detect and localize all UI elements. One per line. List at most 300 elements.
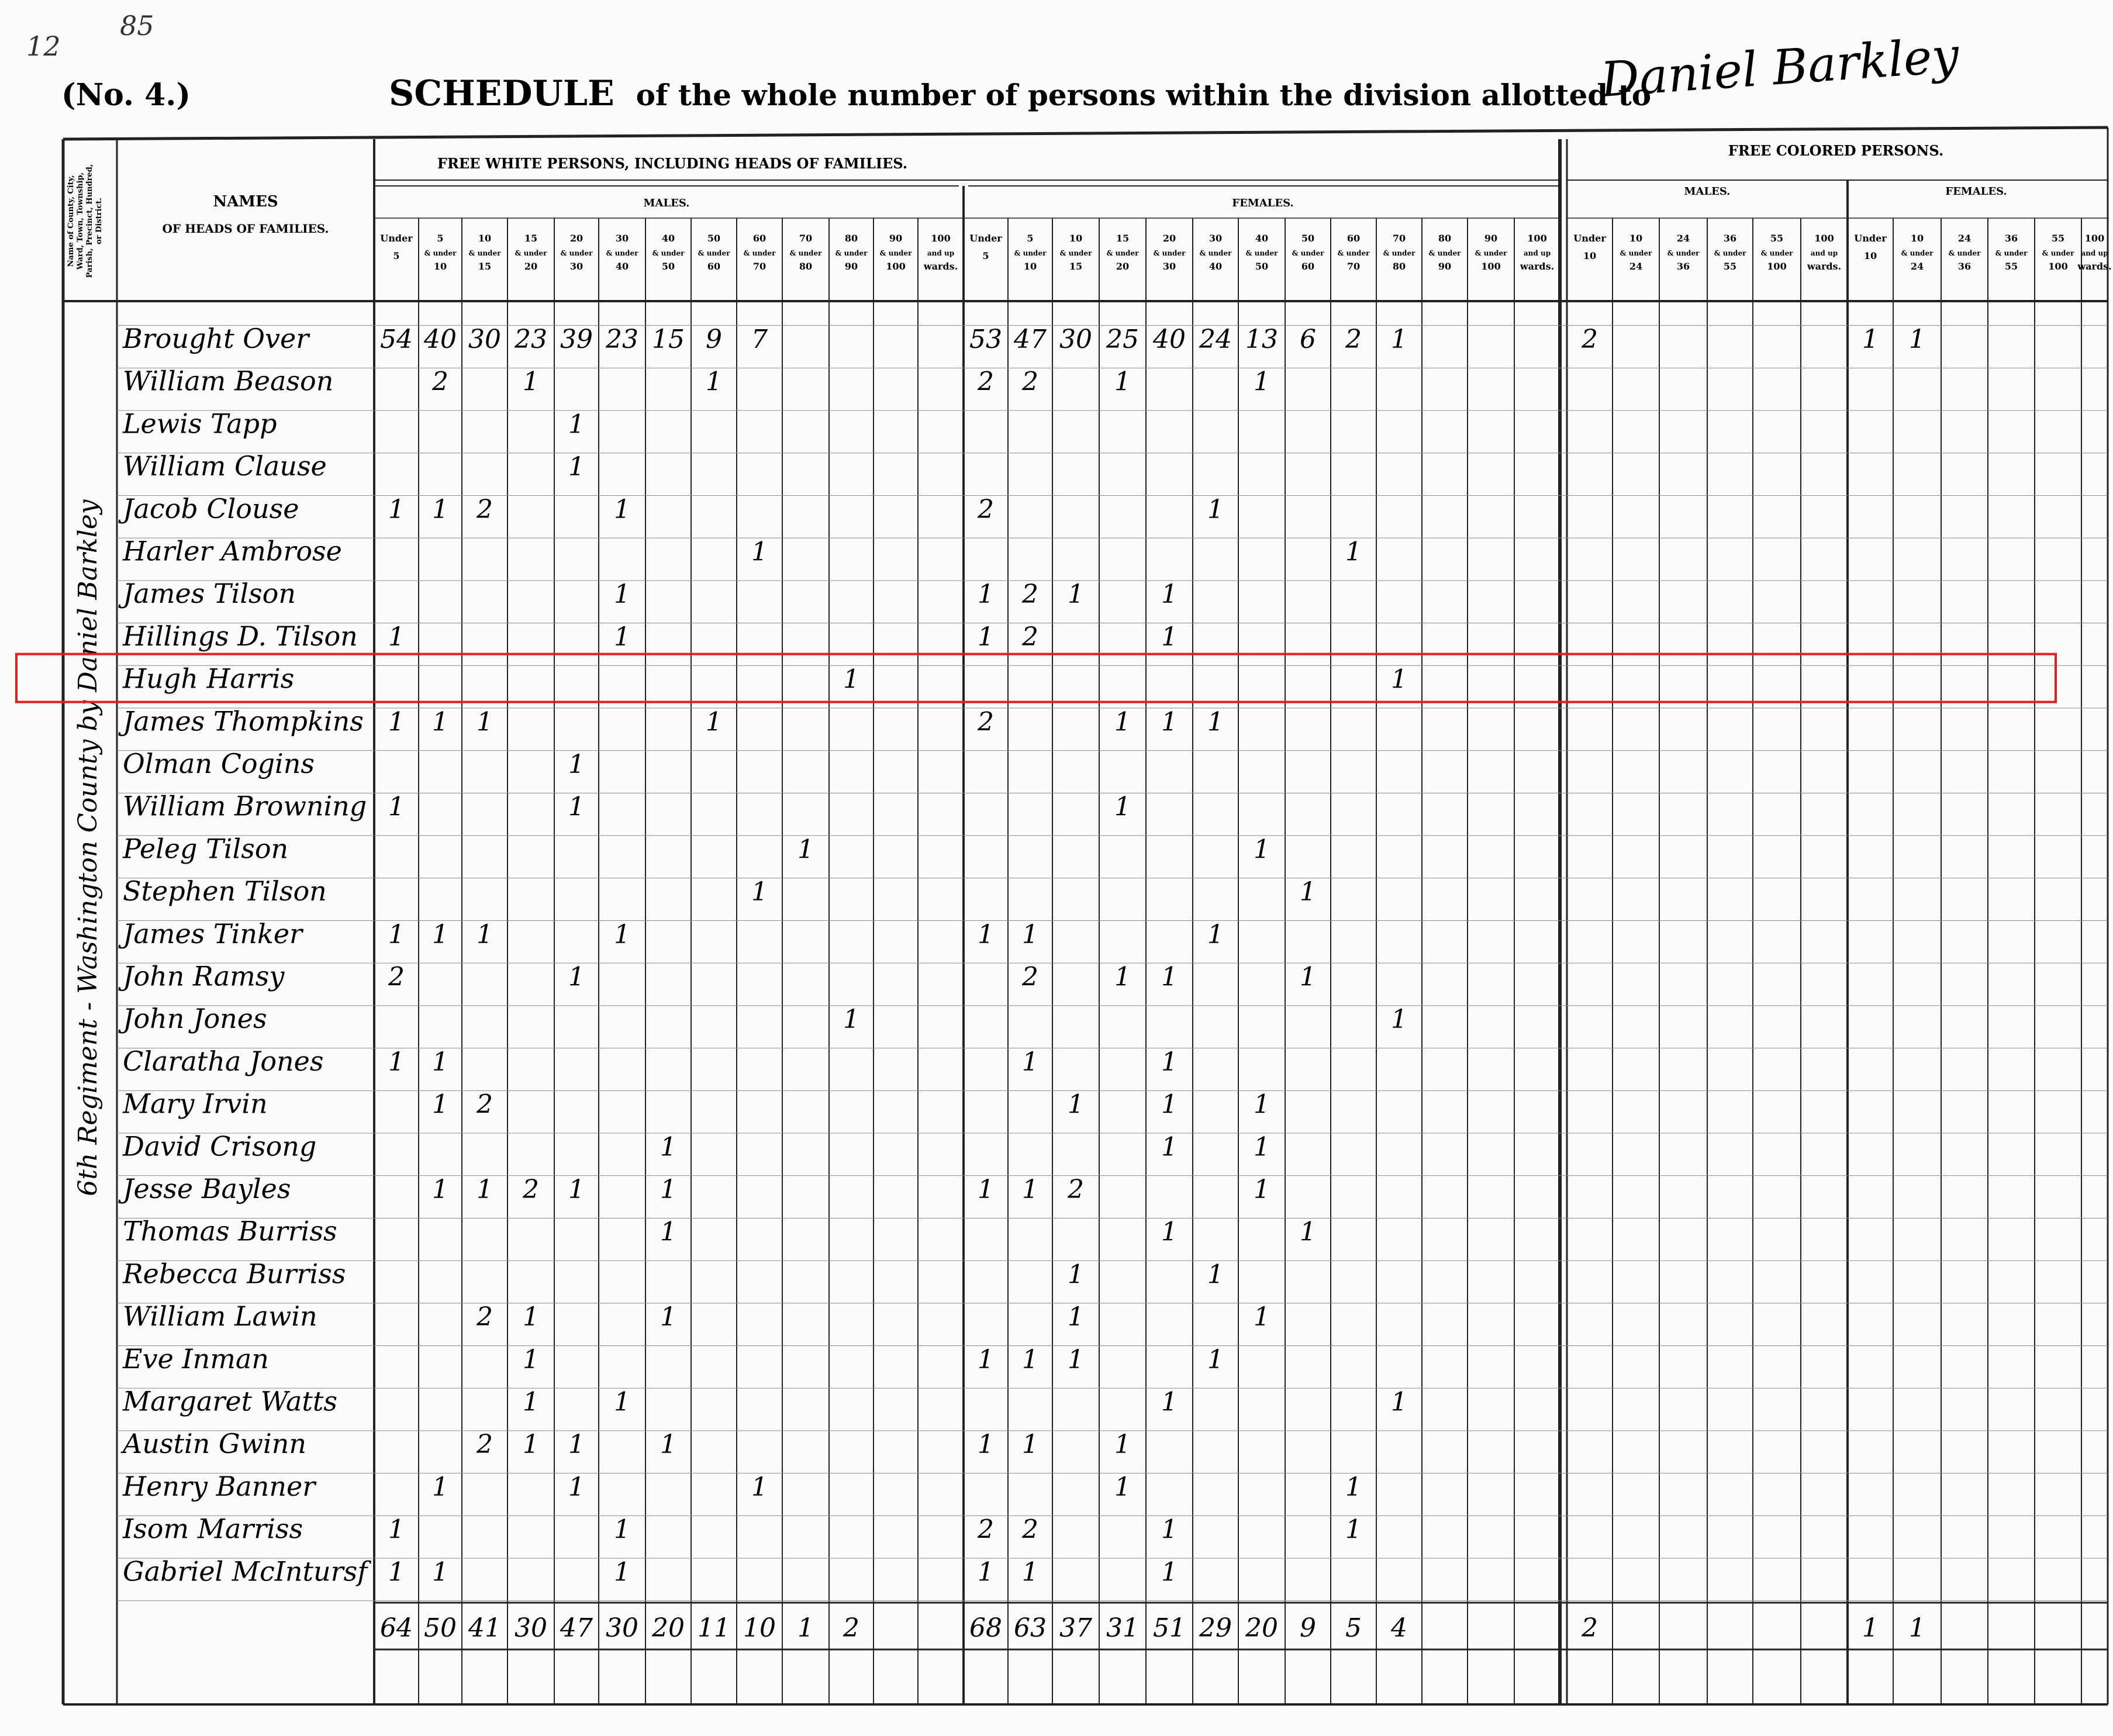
colored-female-age-label: 55 xyxy=(2004,261,2018,272)
colored-male-age-label: 10 xyxy=(1583,250,1597,261)
colored-male-age-label: Under xyxy=(1573,233,1606,244)
colored-males-heading: MALES. xyxy=(1684,185,1731,198)
table-row xyxy=(122,323,1925,354)
table-row xyxy=(123,1216,1316,1247)
white-female-age-label: & under xyxy=(1059,249,1092,257)
head-of-family-name: Austin Gwinn xyxy=(123,1428,306,1460)
head-of-family-name: Olman Cogins xyxy=(123,748,315,779)
white-female-count: 1 xyxy=(1254,834,1270,865)
white-female-count: 1 xyxy=(1207,707,1224,737)
colored-female-age-label: 24 xyxy=(1957,233,1972,244)
white-female-age-label: & under xyxy=(1153,249,1186,257)
white-male-count: 30 xyxy=(468,325,501,354)
white-female-age-label: 90 xyxy=(1484,233,1498,244)
white-male-age-label: 60 xyxy=(707,261,721,272)
white-male-total: 30 xyxy=(515,1613,547,1643)
white-female-total: 51 xyxy=(1153,1613,1186,1643)
table-row xyxy=(118,578,1178,609)
white-female-count: 1 xyxy=(1254,1089,1270,1120)
white-female-count: 1 xyxy=(1300,962,1316,992)
white-male-age-label: & under xyxy=(835,249,868,257)
white-male-total: 64 xyxy=(380,1613,413,1643)
white-female-age-label: 30 xyxy=(1162,261,1176,272)
white-male-total: 30 xyxy=(606,1613,638,1643)
white-male-count: 1 xyxy=(388,919,405,950)
white-male-age-label: & under xyxy=(743,249,776,257)
colored-female-total: 1 xyxy=(1909,1613,1925,1643)
white-female-count: 2 xyxy=(978,1514,994,1545)
white-males-heading: MALES. xyxy=(643,197,690,209)
white-male-count: 1 xyxy=(751,537,768,567)
table-row xyxy=(118,1003,1407,1034)
white-female-total: 5 xyxy=(1345,1613,1362,1643)
white-male-count: 1 xyxy=(568,792,585,822)
white-females-heading: FEMALES. xyxy=(1232,197,1294,209)
head-of-family-name: John Ramsy xyxy=(123,960,285,992)
table-row xyxy=(123,1300,1270,1332)
white-female-count: 1 xyxy=(1161,962,1178,992)
colored-male-age-label: & under xyxy=(1714,249,1746,257)
white-male-age-label: 80 xyxy=(799,261,813,272)
white-male-count: 1 xyxy=(797,834,814,865)
table-row xyxy=(122,620,1178,652)
place-column-label-line: or District. xyxy=(95,198,103,244)
white-male-count: 1 xyxy=(477,707,493,737)
white-male-age-label: 30 xyxy=(569,261,584,272)
colored-male-age-label: and up xyxy=(1810,249,1838,257)
white-male-count: 1 xyxy=(660,1217,676,1247)
colored-male-age-label: 55 xyxy=(1770,233,1784,244)
white-female-count: 2 xyxy=(1022,579,1038,610)
white-female-count: 1 xyxy=(978,1557,994,1587)
white-male-count: 1 xyxy=(843,1005,859,1035)
colored-male-age-label: 100 xyxy=(1767,261,1787,272)
head-of-family-name: Mary Irvin xyxy=(123,1088,268,1120)
white-male-total: 2 xyxy=(843,1613,859,1643)
white-female-age-label: 10 xyxy=(1023,261,1037,272)
colored-male-age-label: 100 xyxy=(1814,233,1834,244)
white-female-count: 1 xyxy=(1207,1344,1224,1375)
white-female-count: 2 xyxy=(1345,325,1362,354)
totals-row xyxy=(380,1613,1925,1643)
white-female-count: 1 xyxy=(1345,1514,1362,1545)
white-male-count: 2 xyxy=(477,1089,493,1120)
white-male-count: 2 xyxy=(523,1175,539,1204)
colored-female-age-label: 10 xyxy=(1863,250,1877,261)
head-of-family-name: Henry Banner xyxy=(123,1470,316,1502)
head-of-family-name: Thomas Burriss xyxy=(123,1215,337,1247)
colored-male-age-label: & under xyxy=(1760,249,1793,257)
white-male-count: 1 xyxy=(568,409,585,440)
white-male-count: 1 xyxy=(660,1302,676,1333)
white-male-age-label: wards. xyxy=(923,261,958,272)
head-of-family-name: Hugh Harris xyxy=(123,662,295,695)
white-male-count: 1 xyxy=(388,494,405,524)
white-female-count: 1 xyxy=(1114,707,1131,737)
white-male-age-label: & under xyxy=(468,249,501,257)
table-row xyxy=(123,1045,1178,1077)
table-row xyxy=(122,1343,1224,1375)
white-female-total: 4 xyxy=(1391,1613,1407,1643)
white-female-age-label: & under xyxy=(1292,249,1324,257)
white-female-age-label: 20 xyxy=(1162,233,1176,244)
white-female-count: 1 xyxy=(1114,367,1131,397)
white-male-count: 1 xyxy=(388,1047,405,1077)
white-female-count: 1 xyxy=(1161,579,1178,610)
white-female-count: 1 xyxy=(1068,579,1084,610)
white-male-age-label: 5 xyxy=(393,250,400,261)
head-of-family-name: Jacob Clouse xyxy=(123,492,299,524)
white-male-count: 2 xyxy=(477,1302,493,1333)
white-female-count: 1 xyxy=(1300,877,1316,907)
white-female-count: 1 xyxy=(1254,1175,1270,1204)
white-male-age-label: Under xyxy=(380,233,413,244)
white-male-count: 1 xyxy=(614,579,630,610)
white-female-age-label: 100 xyxy=(1527,233,1547,244)
head-of-family-name: Stephen Tilson xyxy=(123,875,327,907)
names-subheading: OF HEADS OF FAMILIES. xyxy=(162,222,329,236)
white-female-age-label: & under xyxy=(1014,249,1047,257)
schedule-rows xyxy=(118,323,1925,1587)
white-male-count: 1 xyxy=(388,792,405,822)
head-of-family-name: Brought Over xyxy=(123,323,309,354)
white-female-age-label: 40 xyxy=(1209,261,1223,272)
white-male-count: 1 xyxy=(568,962,585,992)
white-male-count: 2 xyxy=(388,962,405,992)
white-female-count: 1 xyxy=(1161,1557,1178,1587)
corner-note-right: 85 xyxy=(120,10,154,42)
white-male-count: 1 xyxy=(432,1089,448,1120)
place-column-label-line: Parish, Precinct, Hundred, xyxy=(85,164,94,278)
white-female-age-label: 90 xyxy=(1438,261,1452,272)
white-male-count: 1 xyxy=(660,1175,676,1204)
white-male-count: 1 xyxy=(388,622,405,652)
table-row xyxy=(122,833,1270,864)
white-male-count: 1 xyxy=(523,1344,539,1375)
white-female-count: 1 xyxy=(1391,1387,1407,1417)
white-female-count: 1 xyxy=(1391,325,1407,354)
white-female-age-label: 15 xyxy=(1116,233,1130,244)
schedule-number: (No. 4.) xyxy=(61,77,191,113)
white-female-count: 2 xyxy=(1022,622,1038,652)
table-row xyxy=(123,1555,1178,1587)
white-male-age-label: & under xyxy=(698,249,730,257)
colored-female-age-label: & under xyxy=(1995,249,2028,257)
head-of-family-name: David Crisong xyxy=(123,1130,317,1162)
enumerator-signature: Daniel Barkley xyxy=(1598,27,1961,108)
table-row xyxy=(123,791,1131,822)
free-white-heading: FREE WHITE PERSONS, INCLUDING HEADS OF FAMILIES. xyxy=(437,155,908,172)
white-female-age-label: 60 xyxy=(1301,261,1315,272)
head-of-family-name: James Tilson xyxy=(123,578,296,610)
table-row xyxy=(118,493,1224,524)
colored-male-age-label: 36 xyxy=(1723,233,1737,244)
white-male-count: 1 xyxy=(388,707,405,737)
head-of-family-name: Peleg Tilson xyxy=(123,833,289,865)
colored-male-age-label: 10 xyxy=(1629,233,1643,244)
table-row xyxy=(122,1088,1270,1120)
white-female-count: 2 xyxy=(1022,367,1038,397)
white-male-total: 47 xyxy=(560,1613,593,1643)
colored-female-age-label: and up xyxy=(2081,249,2108,257)
colored-female-age-label: & under xyxy=(1901,249,1934,257)
white-male-count: 1 xyxy=(568,1175,585,1204)
white-male-age-label: 20 xyxy=(569,233,584,244)
colored-male-age-label: & under xyxy=(1620,249,1652,257)
white-male-count: 1 xyxy=(614,919,630,950)
white-female-count: 1 xyxy=(1114,1472,1131,1502)
white-male-age-label: 60 xyxy=(752,233,767,244)
side-note xyxy=(73,499,103,1196)
colored-male-age-label: 36 xyxy=(1676,261,1690,272)
white-male-age-label: & under xyxy=(789,249,822,257)
white-female-count: 1 xyxy=(1161,1514,1178,1545)
white-male-count: 1 xyxy=(568,452,585,482)
white-female-count: 1 xyxy=(978,1175,994,1204)
head-of-family-name: John Jones xyxy=(123,1003,267,1035)
white-female-count: 1 xyxy=(1254,367,1270,397)
white-male-count: 1 xyxy=(523,1302,539,1333)
white-male-count: 1 xyxy=(660,1132,676,1162)
white-female-age-label: 20 xyxy=(1116,261,1130,272)
white-male-age-label: 20 xyxy=(524,261,538,272)
place-column-label-line: Name of County, City, xyxy=(67,175,75,267)
white-female-count: 1 xyxy=(1161,1047,1178,1077)
white-female-count: 1 xyxy=(1022,1557,1038,1587)
white-male-age-label: 30 xyxy=(615,233,629,244)
white-male-age-label: 80 xyxy=(844,233,858,244)
white-female-count: 40 xyxy=(1153,325,1186,354)
white-female-total: 20 xyxy=(1245,1613,1278,1643)
white-male-count: 1 xyxy=(706,707,722,737)
highlight-box xyxy=(16,654,2056,702)
head-of-family-name: James Thompkins xyxy=(123,705,364,737)
white-female-total: 9 xyxy=(1300,1613,1316,1643)
names-heading: NAMES xyxy=(213,193,278,210)
white-female-count: 1 xyxy=(1161,622,1178,652)
white-male-total: 10 xyxy=(743,1613,776,1643)
white-female-age-label: & under xyxy=(1106,249,1139,257)
white-female-age-label: 70 xyxy=(1346,261,1361,272)
table-row xyxy=(118,1173,1270,1204)
white-female-count: 1 xyxy=(1114,962,1131,992)
white-male-age-label: 50 xyxy=(661,261,675,272)
white-male-count: 1 xyxy=(523,367,539,397)
table-row xyxy=(122,1386,1407,1417)
white-female-total: 68 xyxy=(969,1613,1002,1643)
white-male-count: 1 xyxy=(432,707,448,737)
head-of-family-name: Jesse Bayles xyxy=(123,1173,291,1204)
white-male-count: 1 xyxy=(477,1175,493,1204)
table-row xyxy=(118,961,1316,992)
colored-male-age-label: wards. xyxy=(1807,261,1842,272)
head-of-family-name: Eve Inman xyxy=(123,1342,269,1375)
white-male-age-label: 100 xyxy=(886,261,906,272)
white-female-age-label: 30 xyxy=(1209,233,1223,244)
colored-female-age-label: & under xyxy=(1948,249,1981,257)
white-female-count: 1 xyxy=(1022,1430,1038,1460)
schedule-title xyxy=(389,73,1651,114)
schedule-grid xyxy=(63,127,2108,1704)
white-male-age-label: & under xyxy=(606,249,638,257)
white-female-total: 63 xyxy=(1014,1613,1047,1643)
white-male-count: 1 xyxy=(388,1514,405,1545)
colored-female-age-label: 10 xyxy=(1910,233,1924,244)
white-female-count: 1 xyxy=(1068,1259,1084,1290)
white-male-count: 7 xyxy=(751,325,768,354)
white-male-age-label: 15 xyxy=(524,233,538,244)
colored-male-total: 2 xyxy=(1582,1613,1598,1643)
white-female-age-label: 60 xyxy=(1346,233,1361,244)
white-male-count: 1 xyxy=(614,1387,630,1417)
white-male-age-label: and up xyxy=(927,249,955,257)
table-row xyxy=(122,1130,1270,1162)
white-male-count: 1 xyxy=(706,367,722,397)
white-male-age-label: 40 xyxy=(615,261,629,272)
white-male-age-label: 90 xyxy=(844,261,858,272)
place-column-label-line: Ward, Town, Township, xyxy=(76,172,85,270)
colored-male-age-label: & under xyxy=(1667,249,1700,257)
white-male-age-label: & under xyxy=(560,249,593,257)
head-of-family-name: Isom Marriss xyxy=(123,1513,303,1545)
white-female-count: 1 xyxy=(1114,792,1131,822)
white-male-count: 40 xyxy=(424,325,457,354)
white-male-count: 1 xyxy=(751,877,768,907)
white-female-count: 25 xyxy=(1106,325,1139,354)
white-male-count: 1 xyxy=(523,1430,539,1460)
head-of-family-name: Gabriel McIntursf xyxy=(123,1555,368,1587)
white-female-total: 29 xyxy=(1199,1613,1232,1643)
white-female-age-label: 5 xyxy=(982,250,989,261)
colored-female-age-label: wards. xyxy=(2077,261,2112,272)
white-male-count: 1 xyxy=(568,1472,585,1502)
white-male-total: 41 xyxy=(468,1613,501,1643)
white-male-count: 1 xyxy=(843,664,859,695)
white-female-age-label: 80 xyxy=(1438,233,1452,244)
white-female-age-label: 70 xyxy=(1392,233,1406,244)
corner-note-left: 12 xyxy=(26,30,61,62)
white-male-count: 9 xyxy=(706,325,722,354)
white-male-total: 11 xyxy=(698,1613,730,1643)
white-female-count: 1 xyxy=(1207,1259,1224,1290)
white-male-age-label: 15 xyxy=(478,261,492,272)
white-male-age-label: 40 xyxy=(661,233,675,244)
white-female-total: 37 xyxy=(1059,1613,1092,1643)
white-female-count: 1 xyxy=(978,1430,994,1460)
white-female-age-label: Under xyxy=(969,233,1002,244)
white-female-count: 30 xyxy=(1059,325,1092,354)
table-row xyxy=(118,705,1224,737)
white-male-count: 23 xyxy=(606,325,638,354)
head-of-family-name: William Beason xyxy=(123,365,334,397)
white-male-count: 1 xyxy=(660,1430,676,1460)
table-row xyxy=(123,365,1270,397)
white-female-count: 1 xyxy=(1022,1175,1038,1204)
table-row xyxy=(122,1471,1362,1502)
white-male-count: 1 xyxy=(614,1514,630,1545)
white-male-count: 2 xyxy=(477,1430,493,1460)
white-female-count: 1 xyxy=(978,579,994,610)
white-female-count: 1 xyxy=(978,919,994,950)
white-female-count: 1 xyxy=(1254,1132,1270,1162)
white-male-age-label: 70 xyxy=(752,261,767,272)
colored-female-count: 1 xyxy=(1909,325,1925,354)
white-female-count: 1 xyxy=(1345,1472,1362,1502)
white-female-age-label: 5 xyxy=(1027,233,1034,244)
colored-male-count: 2 xyxy=(1582,325,1598,354)
white-female-count: 47 xyxy=(1014,325,1047,354)
white-female-age-label: & under xyxy=(1245,249,1278,257)
white-female-age-label: & under xyxy=(1383,249,1415,257)
head-of-family-name: Hillings D. Tilson xyxy=(123,620,358,652)
white-female-count: 1 xyxy=(1022,1344,1038,1375)
schedule-title-bold: SCHEDULE xyxy=(389,73,614,114)
head-of-family-name: Harler Ambrose xyxy=(123,535,342,567)
white-female-age-label: wards. xyxy=(1520,261,1555,272)
colored-females-heading: FEMALES. xyxy=(1945,185,2007,198)
white-male-age-label: 70 xyxy=(799,233,813,244)
table-row xyxy=(123,450,585,482)
white-female-total: 31 xyxy=(1106,1613,1139,1643)
white-female-count: 1 xyxy=(1161,1089,1178,1120)
white-female-count: 2 xyxy=(978,707,994,737)
table-row xyxy=(122,1258,1224,1289)
white-female-count: 2 xyxy=(978,367,994,397)
white-male-count: 1 xyxy=(523,1387,539,1417)
table-row xyxy=(120,1428,1131,1459)
white-female-count: 1 xyxy=(1391,664,1407,695)
head-of-family-name: Lewis Tapp xyxy=(123,408,277,440)
head-of-family-name: William Browning xyxy=(123,790,367,822)
white-male-count: 23 xyxy=(515,325,547,354)
white-male-count: 1 xyxy=(432,494,448,524)
white-male-count: 1 xyxy=(388,1557,405,1587)
white-male-total: 50 xyxy=(424,1613,457,1643)
white-male-count: 1 xyxy=(432,919,448,950)
white-male-age-label: 100 xyxy=(931,233,951,244)
white-female-count: 1 xyxy=(978,1344,994,1375)
white-female-age-label: 100 xyxy=(1481,261,1501,272)
colored-male-age-label: 24 xyxy=(1629,261,1643,272)
white-female-count: 1 xyxy=(1161,1387,1178,1417)
free-colored-heading: FREE COLORED PERSONS. xyxy=(1728,142,1944,159)
white-female-count: 13 xyxy=(1245,325,1278,354)
white-female-count: 1 xyxy=(1068,1302,1084,1333)
colored-female-age-label: 55 xyxy=(2051,233,2065,244)
head-of-family-name: William Clause xyxy=(123,450,327,482)
white-female-count: 1 xyxy=(1114,1430,1131,1460)
schedule-title-rest: of the whole number of persons within the division allotted to xyxy=(636,78,1652,112)
white-female-age-label: 50 xyxy=(1255,261,1269,272)
white-male-total: 20 xyxy=(652,1613,685,1643)
colored-female-age-label: 100 xyxy=(2048,261,2068,272)
white-male-count: 39 xyxy=(560,325,593,354)
white-female-age-label: 80 xyxy=(1392,261,1406,272)
white-female-count: 1 xyxy=(1207,494,1224,524)
table-row xyxy=(122,408,585,439)
white-female-count: 1 xyxy=(1068,1344,1084,1375)
table-row xyxy=(122,536,1362,567)
white-male-count: 1 xyxy=(432,1047,448,1077)
colored-female-age-label: 36 xyxy=(2004,233,2018,244)
white-female-count: 6 xyxy=(1300,325,1316,354)
white-male-count: 1 xyxy=(432,1472,448,1502)
head-of-family-name: Claratha Jones xyxy=(123,1045,324,1077)
white-female-age-label: & under xyxy=(1199,249,1232,257)
colored-female-age-label: Under xyxy=(1854,233,1887,244)
white-male-age-label: 50 xyxy=(707,233,721,244)
white-female-count: 2 xyxy=(1022,1514,1038,1545)
